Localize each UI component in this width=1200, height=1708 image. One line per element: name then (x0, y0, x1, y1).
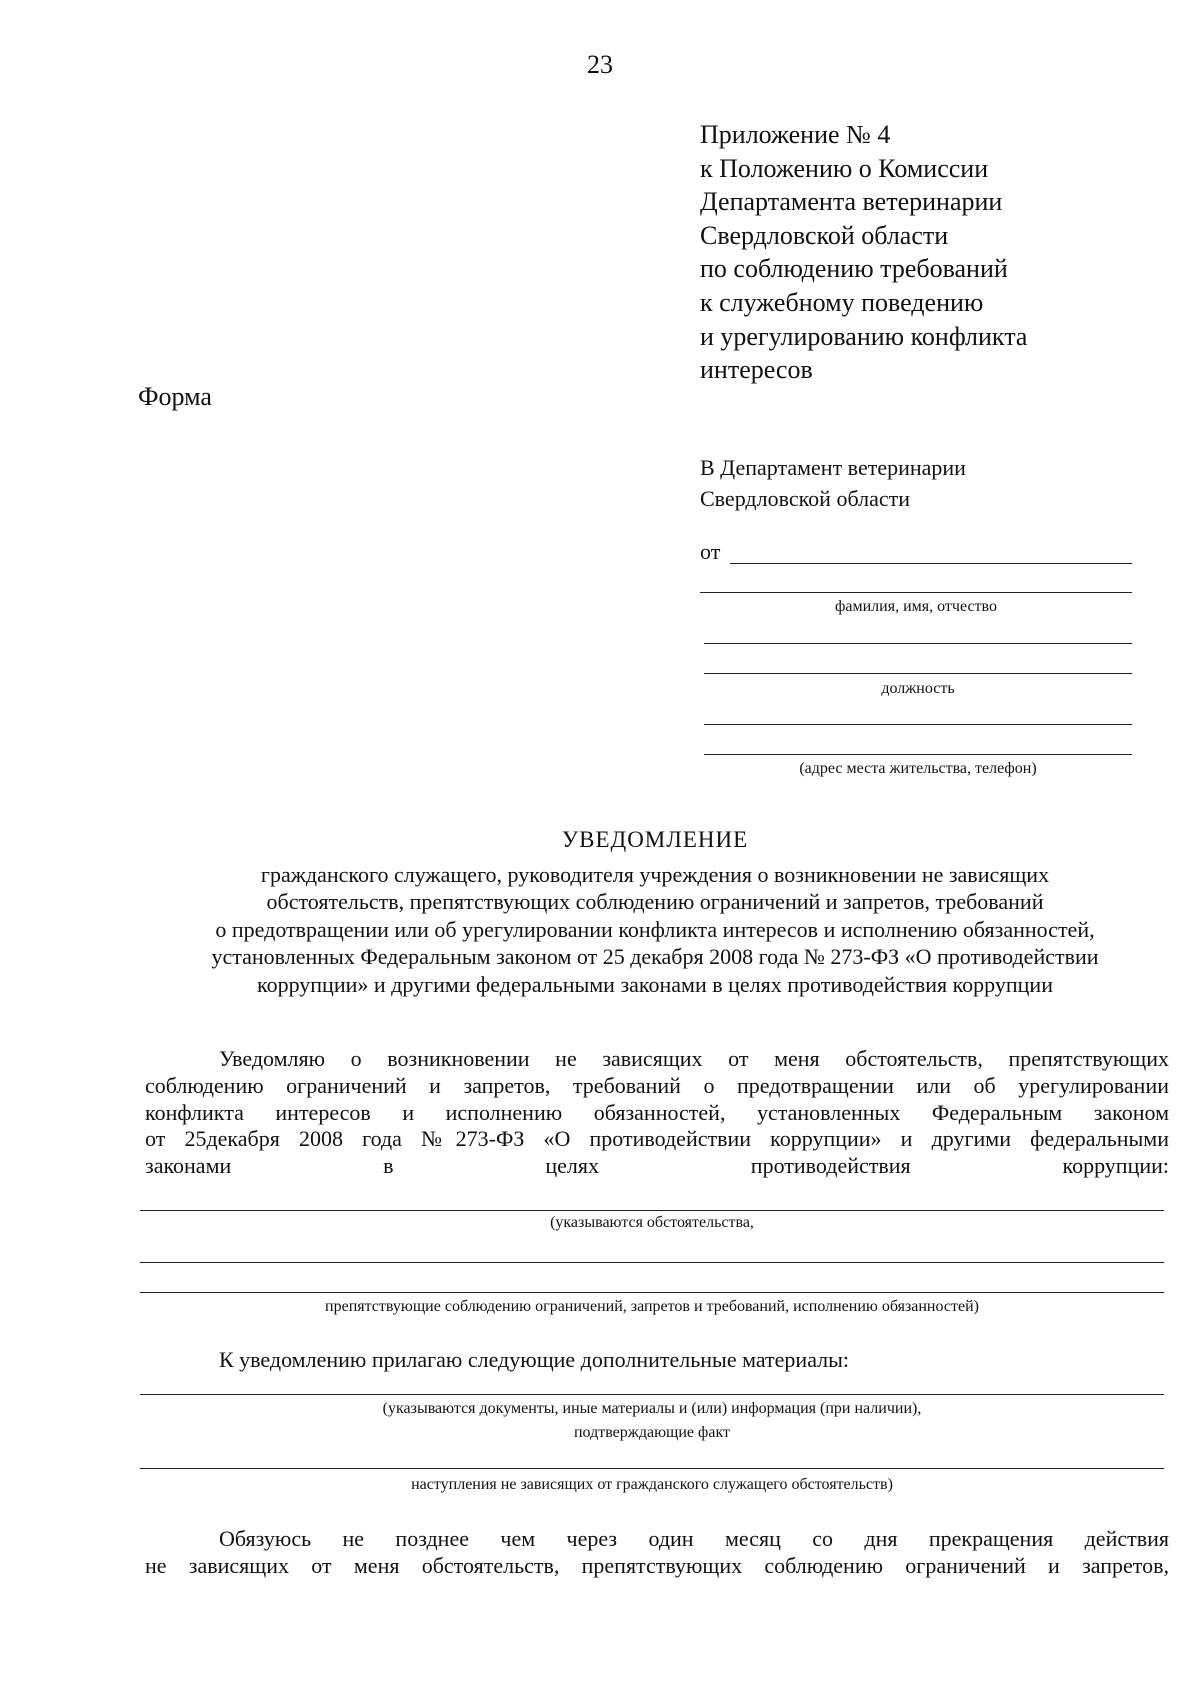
subtitle-line: о предотвращении или об урегулировании конфликта интересов и исполнению обязанностей, (215, 916, 1095, 942)
paragraph-line: Обязуюсь не позднее чем через один месяц со дня прекращения действия (219, 1526, 1169, 1551)
circumstances-line-2[interactable] (140, 1262, 1164, 1263)
circumstances-caption: (указываются обстоятельства, (550, 1214, 754, 1231)
documents-line-2[interactable] (140, 1468, 1164, 1469)
position-line[interactable] (704, 643, 1132, 644)
fio-line[interactable] (730, 563, 1132, 564)
appendix-line: Свердловской области (700, 220, 949, 250)
notification-paragraph (145, 1046, 1169, 1180)
circumstances-line-3[interactable] (140, 1292, 1164, 1293)
paragraph-line: соблюдению ограничений и запретов, требований о предотвращении или об урегулировании (145, 1072, 1169, 1098)
subtitle-line: коррупции» и другими федеральными законами в целях противодействия коррупции (257, 971, 1053, 997)
appendix-line: к служебному поведению (700, 287, 984, 317)
paragraph-line: Уведомляю о возникновении не зависящих от меня обстоятельств, препятствующих (219, 1046, 1169, 1071)
obligation-paragraph (145, 1526, 1169, 1580)
paragraph-line: от 25декабря 2008 года №273-ФЗ «О противодействии коррупции» и другими федеральными (145, 1126, 1169, 1152)
appendix-line: Департамента ветеринарии (700, 187, 1003, 217)
paragraph-line: конфликта интересов и исполнению обязанностей, установленных Федеральным законом (145, 1099, 1169, 1125)
subtitle-line: установленных Федеральным законом от 25 декабря 2008 года № 273-ФЗ «О противодействии (211, 944, 1099, 970)
addressee-block (700, 452, 966, 514)
appendix-line: по соблюдению требований (700, 254, 1008, 284)
appendix-line: Приложение № 4 (700, 120, 891, 149)
paragraph-line: законами в целях противодействия коррупции: (145, 1153, 1169, 1179)
document-title: УВЕДОМЛЕНИЕ (561, 827, 749, 852)
address-line[interactable] (704, 724, 1132, 725)
position-line-2[interactable] (704, 673, 1132, 674)
paragraph-line: не зависящих от меня обстоятельств, препятствующих соблюдению ограничений и запретов, (145, 1552, 1169, 1578)
subtitle-line: обстоятельств, препятствующих соблюдению ограничений и запретов, требований (266, 889, 1044, 915)
document-subtitle (140, 861, 1170, 998)
addressee-line: Свердловской области (700, 486, 910, 511)
from-label: от (700, 539, 721, 564)
address-caption: (адрес места жительства, телефон) (799, 760, 1037, 777)
attachments-paragraph (145, 1347, 1169, 1374)
documents-caption-2: подтверждающие факт (573, 1424, 731, 1441)
position-caption: должность (881, 680, 955, 697)
addressee-line: В Департамент ветеринарии (700, 455, 966, 480)
documents-line[interactable] (140, 1394, 1164, 1395)
circumstances-line[interactable] (140, 1210, 1164, 1211)
fio-caption: фамилия, имя, отчество (835, 598, 997, 615)
appendix-line: интересов (700, 355, 813, 385)
form-label: Форма (138, 382, 212, 411)
address-line-2[interactable] (704, 754, 1132, 755)
subtitle-line: гражданского служащего, руководителя учреждения о возникновении не зависящих (260, 862, 1050, 887)
documents-caption-3: наступления не зависящих от гражданского служащего обстоятельств) (411, 1476, 893, 1493)
paragraph-line: К уведомлению прилагаю следующие дополнительные материалы: (219, 1347, 850, 1372)
circumstances-caption-2: препятствующие соблюдению ограничений, запретов и требований, исполнению обязанностей) (325, 1298, 979, 1315)
appendix-header (700, 118, 1027, 387)
documents-caption: (указываются документы, иные материалы и (или) информация (при наличии), (382, 1400, 922, 1417)
page-number: 23 (587, 50, 613, 79)
appendix-line: к Положению о Комиссии (700, 153, 989, 183)
fio-line-2[interactable] (700, 592, 1132, 593)
appendix-line: и урегулированию конфликта (700, 321, 1028, 351)
